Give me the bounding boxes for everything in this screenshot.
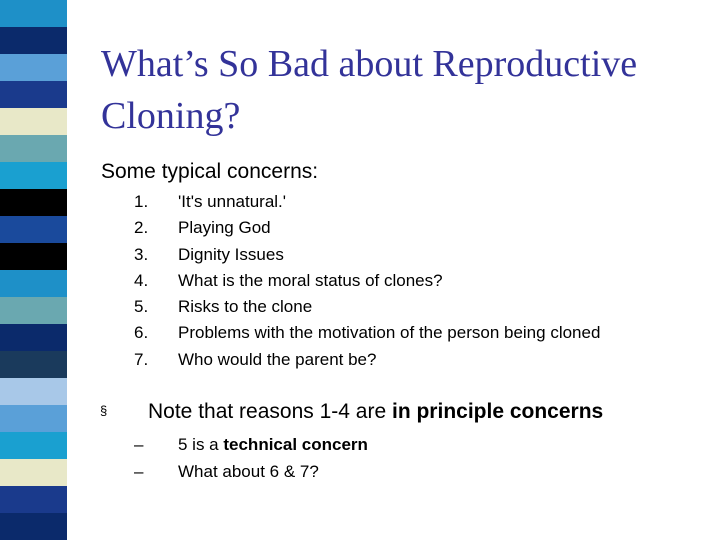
subpoints-list [134,431,368,485]
stripe-divider [67,0,69,540]
note-line [100,400,603,424]
concerns-list [134,189,600,373]
list-number: 7. [134,349,149,369]
list-number: 5. [134,297,149,317]
list-item [134,189,600,215]
list-text: Who would the parent be? [178,349,377,369]
subpoint-emphasis: technical concern [223,435,368,454]
list-text: What is the moral status of clones? [178,270,443,290]
list-number: 6. [134,323,149,343]
intro-text: Some typical concerns: [101,160,319,183]
list-text: Problems with the motivation of the person being cloned [178,323,601,343]
list-item [134,347,600,373]
list-item [134,458,368,485]
list-item [134,320,600,346]
subpoint-text: What about 6 & 7? [178,462,319,481]
list-item [134,431,368,458]
list-number: 4. [134,270,149,290]
list-text: Playing God [178,218,271,238]
list-number: 3. [134,244,149,264]
subpoint-text: 5 is a [178,435,224,454]
note-emphasis: in principle concerns [391,400,604,423]
note-text: Note that reasons 1-4 are [148,400,392,423]
decorative-stripe [0,0,67,540]
dash-icon: – [134,435,144,454]
list-item [134,294,600,320]
slide-title: What’s So Bad about Reproductive Cloning? [101,43,638,137]
list-text: Risks to the clone [178,297,313,317]
list-text: Dignity Issues [178,244,284,264]
list-number: 1. [134,192,149,211]
list-item [134,268,600,294]
list-item [134,215,600,241]
list-text: 'It's unnatural.' [178,192,287,211]
list-number: 2. [134,218,149,238]
dash-icon: – [134,462,144,481]
bullet-icon: § [100,403,108,418]
list-item [134,242,600,268]
